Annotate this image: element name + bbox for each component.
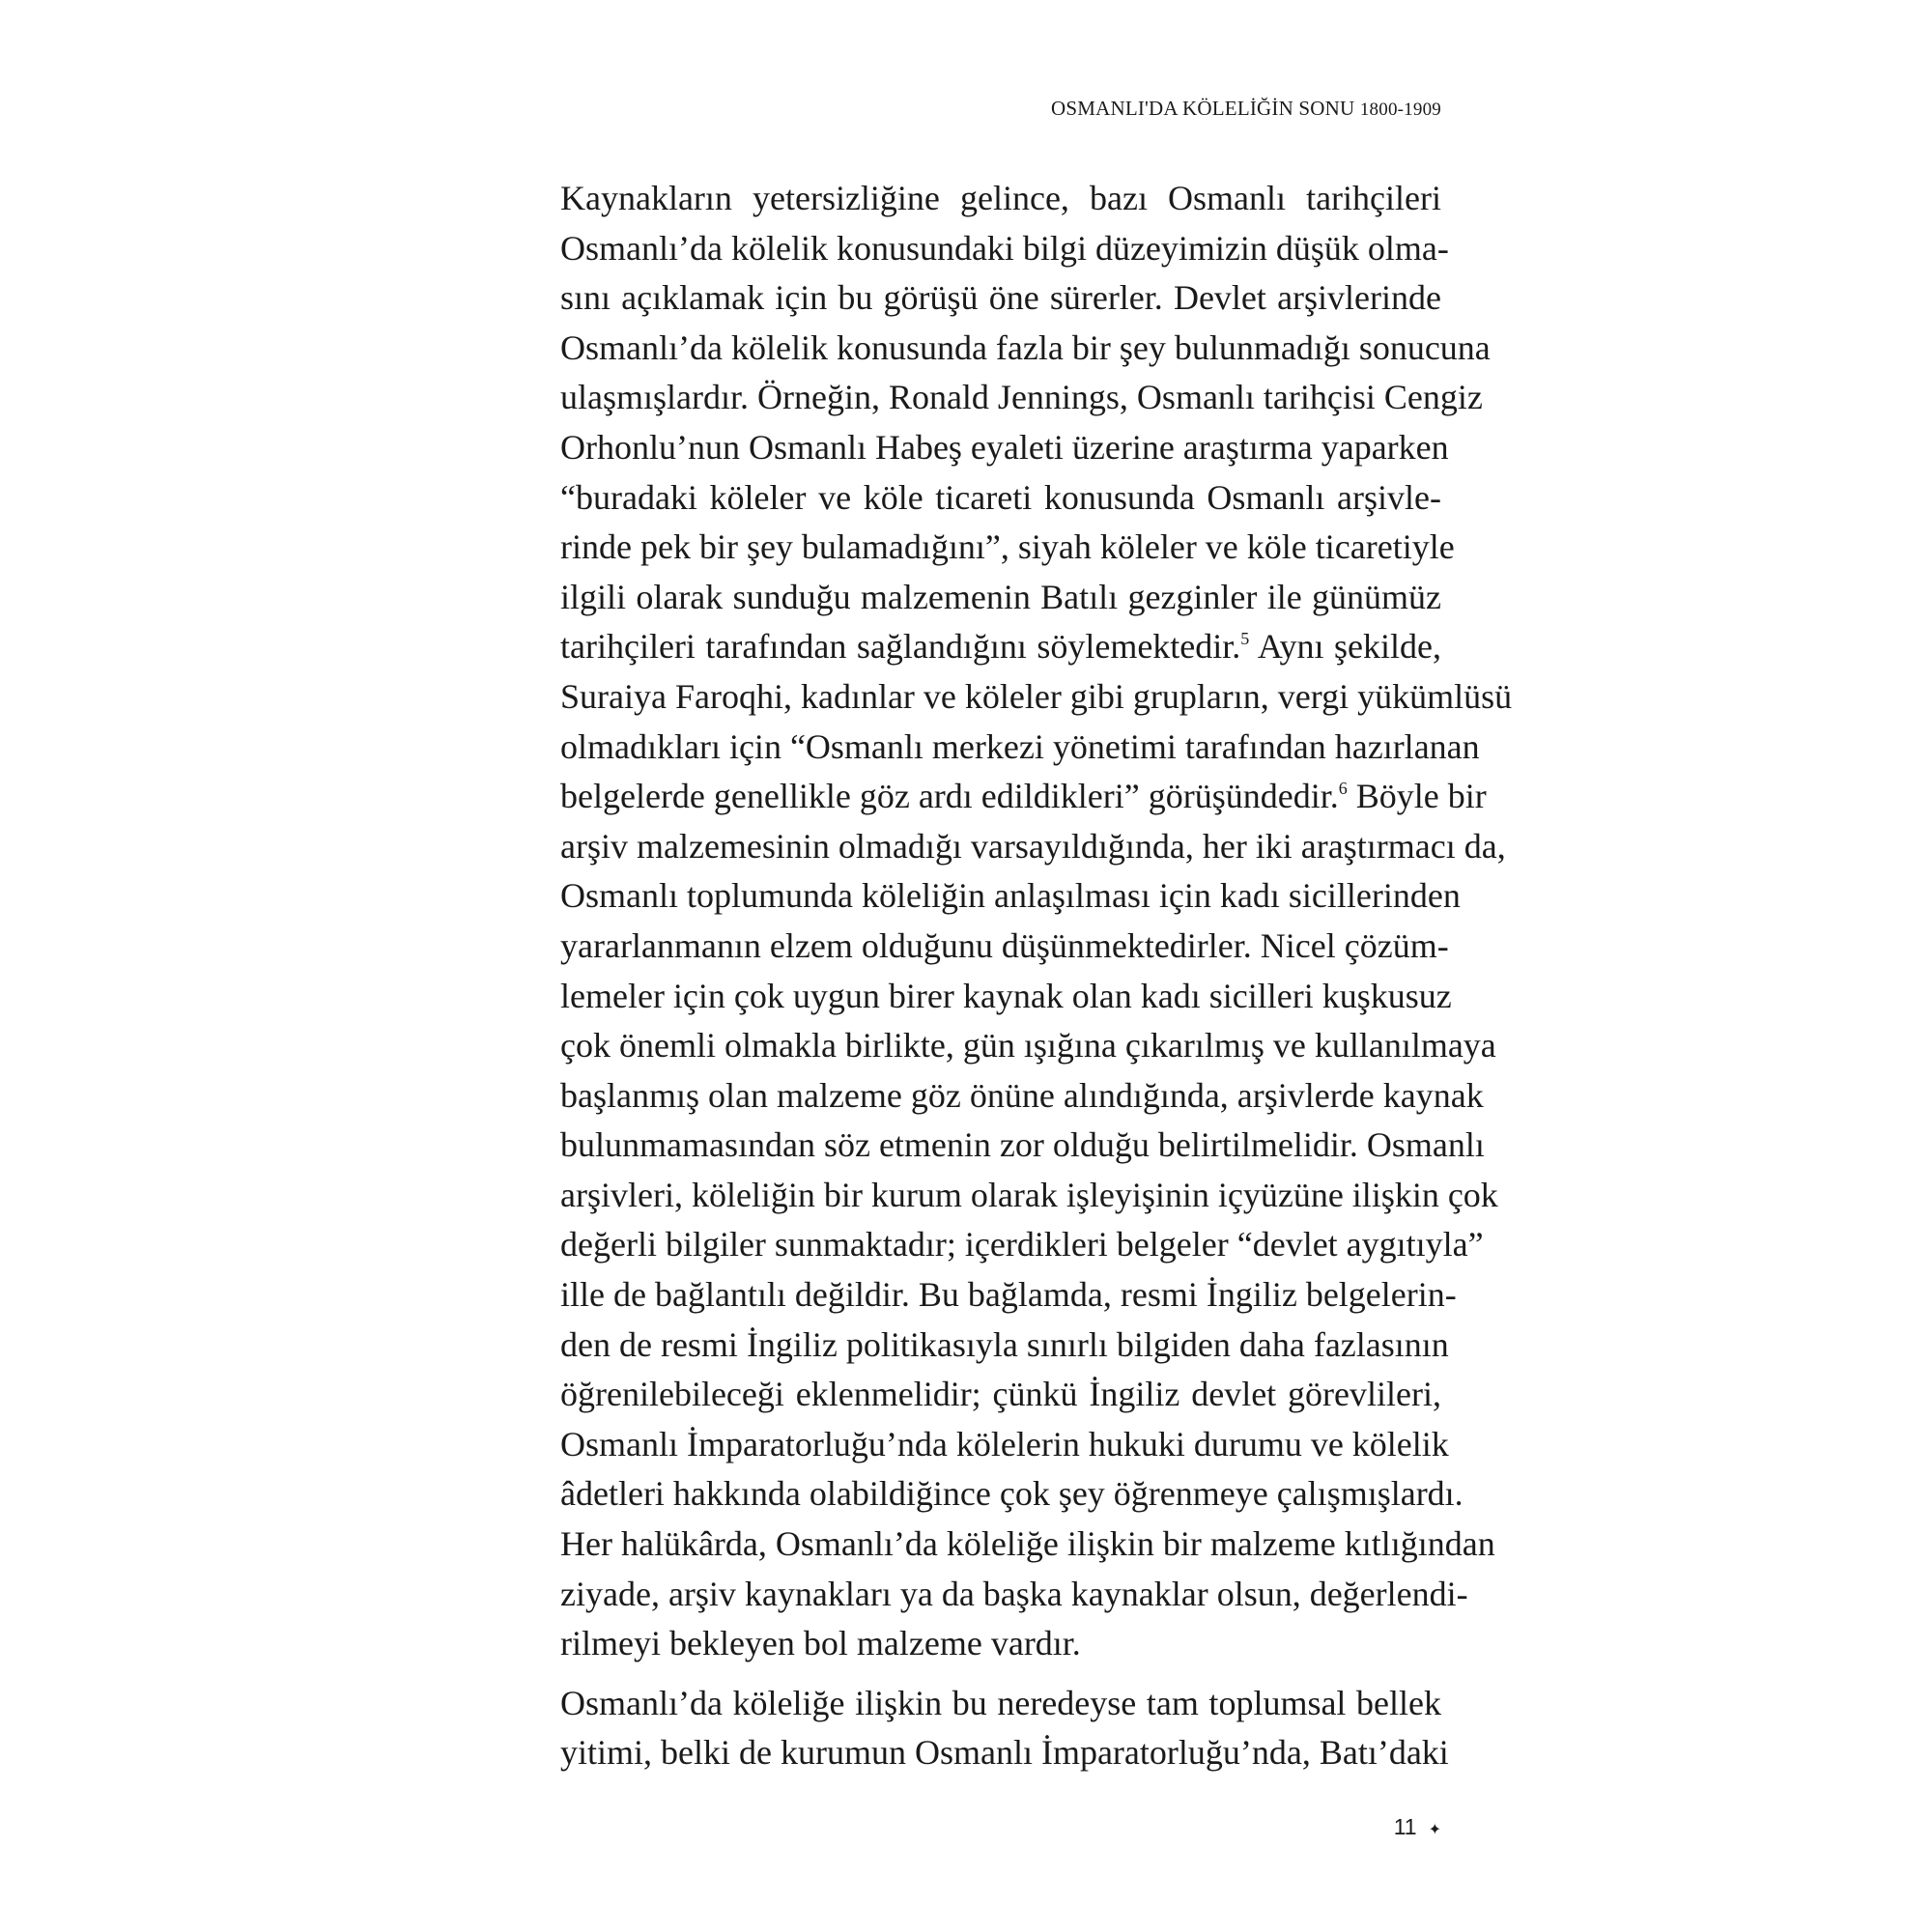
text-line: arşiv malzemesinin olmadığı varsayıldığında, her iki araştırmacı da, [560,826,1506,866]
footnote-ref-5[interactable]: 5 [1240,629,1250,649]
text-line: Osmanlı’da köleliğe ilişkin bu neredeyse tam toplumsal bellek [560,1683,1441,1722]
text-line: lemeler için çok uygun birer kaynak olan kadı sicilleri kuşkusuz [560,976,1452,1015]
text-line: “buradaki köleler ve köle ticareti konusunda Osmanlı arşivle- [560,477,1441,517]
text-line: bulunmamasından söz etmenin zor olduğu belirtilmelidir. Osmanlı [560,1125,1485,1165]
text-line: olmadıkları için “Osmanlı merkezi yönetimi tarafından hazırlanan [560,726,1480,766]
text-line: Her halükârda, Osmanlı’da köleliğe ilişkin bir malzeme kıtlığından [560,1524,1495,1564]
running-title: OSMANLI'DA KÖLELİĞİN SONU [1050,97,1355,120]
text-segment: Böyle bir [1347,777,1487,816]
text-line: değerli bilgiler sunmaktadır; içerdikleri belgeler “devlet aygıtıyla” [560,1225,1484,1264]
text-line: arşivleri, köleliğin bir kurum olarak işleyişinin içyüzüne ilişkin çok [560,1175,1498,1214]
text-segment: belgelerde genellikle göz ardı edildikleri” görüşündedir. [560,777,1339,816]
text-line: ziyade, arşiv kaynakları ya da başka kaynaklar olsun, değerlendi- [560,1574,1468,1613]
text-segment: tarihçileri tarafından sağlandığını söylemektedir. [560,627,1241,667]
ornament-star-icon: ✦ [1428,1822,1441,1838]
text-line: çok önemli olmakla birlikte, gün ışığına çıkarılmış ve kullanılmaya [560,1026,1496,1065]
text-line: Orhonlu’nun Osmanlı Habeş eyaleti üzerine araştırma yaparken [560,427,1449,467]
text-line: Osmanlı İmparatorluğu’nda kölelerin hukuki durumu ve kölelik [560,1424,1449,1463]
text-line: Suraiya Faroqhi, kadınlar ve köleler gibi grupların, vergi yükümlüsü [560,676,1513,716]
footnote-ref-6[interactable]: 6 [1338,779,1348,799]
text-line: sını açıklamak için bu görüşü öne sürerler. Devlet arşivlerinde [560,278,1441,318]
text-line [514,622,1441,672]
text-line: yitimi, belki de kurumun Osmanlı İmparatorluğu’nda, Batı’daki [560,1733,1449,1773]
text-segment: Aynı şekilde, [1249,627,1441,667]
text-line: rilmeyi bekleyen bol malzeme vardır. [560,1624,1081,1663]
text-line: Osmanlı’da kölelik konusunda fazla bir şey bulunmadığı sonucuna [560,327,1491,367]
text-line: ille de bağlantılı değildir. Bu bağlamda, resmi İngiliz belgelerin- [560,1275,1457,1315]
text-line: Kaynakların yetersizliğine gelince, bazı Osmanlı tarihçileri [560,179,1441,217]
text-line: Osmanlı’da kölelik konusundaki bilgi düzeyimizin düşük olma- [560,228,1449,268]
running-header [1051,97,1441,121]
text-line: rinde pek bir şey bulamadığını”, siyah köleler ve köle ticaretiyle [560,527,1455,567]
text-line [514,772,1487,822]
page-footer [1394,1814,1441,1840]
text-line: yararlanmanın elzem olduğunu düşünmektedirler. Nicel çözüm- [560,925,1449,965]
text-line: den de resmi İngiliz politikasıyla sınırlı bilgiden daha fazlasının [560,1324,1449,1364]
running-title-years: 1800-1909 [1359,99,1441,120]
body-text [514,174,1513,1778]
text-line: öğrenilebileceği eklenmelidir; çünkü İngiliz devlet görevlileri, [560,1375,1441,1414]
text-line: ilgili olarak sunduğu malzemenin Batılı gezginler ile günümüz [560,577,1441,616]
paragraph-1 [514,174,1513,1669]
text-line: Osmanlı toplumunda köleliğin anlaşılması için kadı sicillerinden [560,876,1461,916]
text-line: başlanmış olan malzeme göz önüne alındığında, arşivlerde kaynak [560,1075,1484,1115]
paragraph-2 [514,1679,1449,1778]
text-line: ulaşmışlardır. Örneğin, Ronald Jennings, Osmanlı tarihçisi Cengiz [560,378,1483,417]
text-line: âdetleri hakkında olabildiğince çok şey öğrenmeye çalışmışlardı. [560,1474,1463,1514]
page-number: 11 [1393,1814,1417,1839]
